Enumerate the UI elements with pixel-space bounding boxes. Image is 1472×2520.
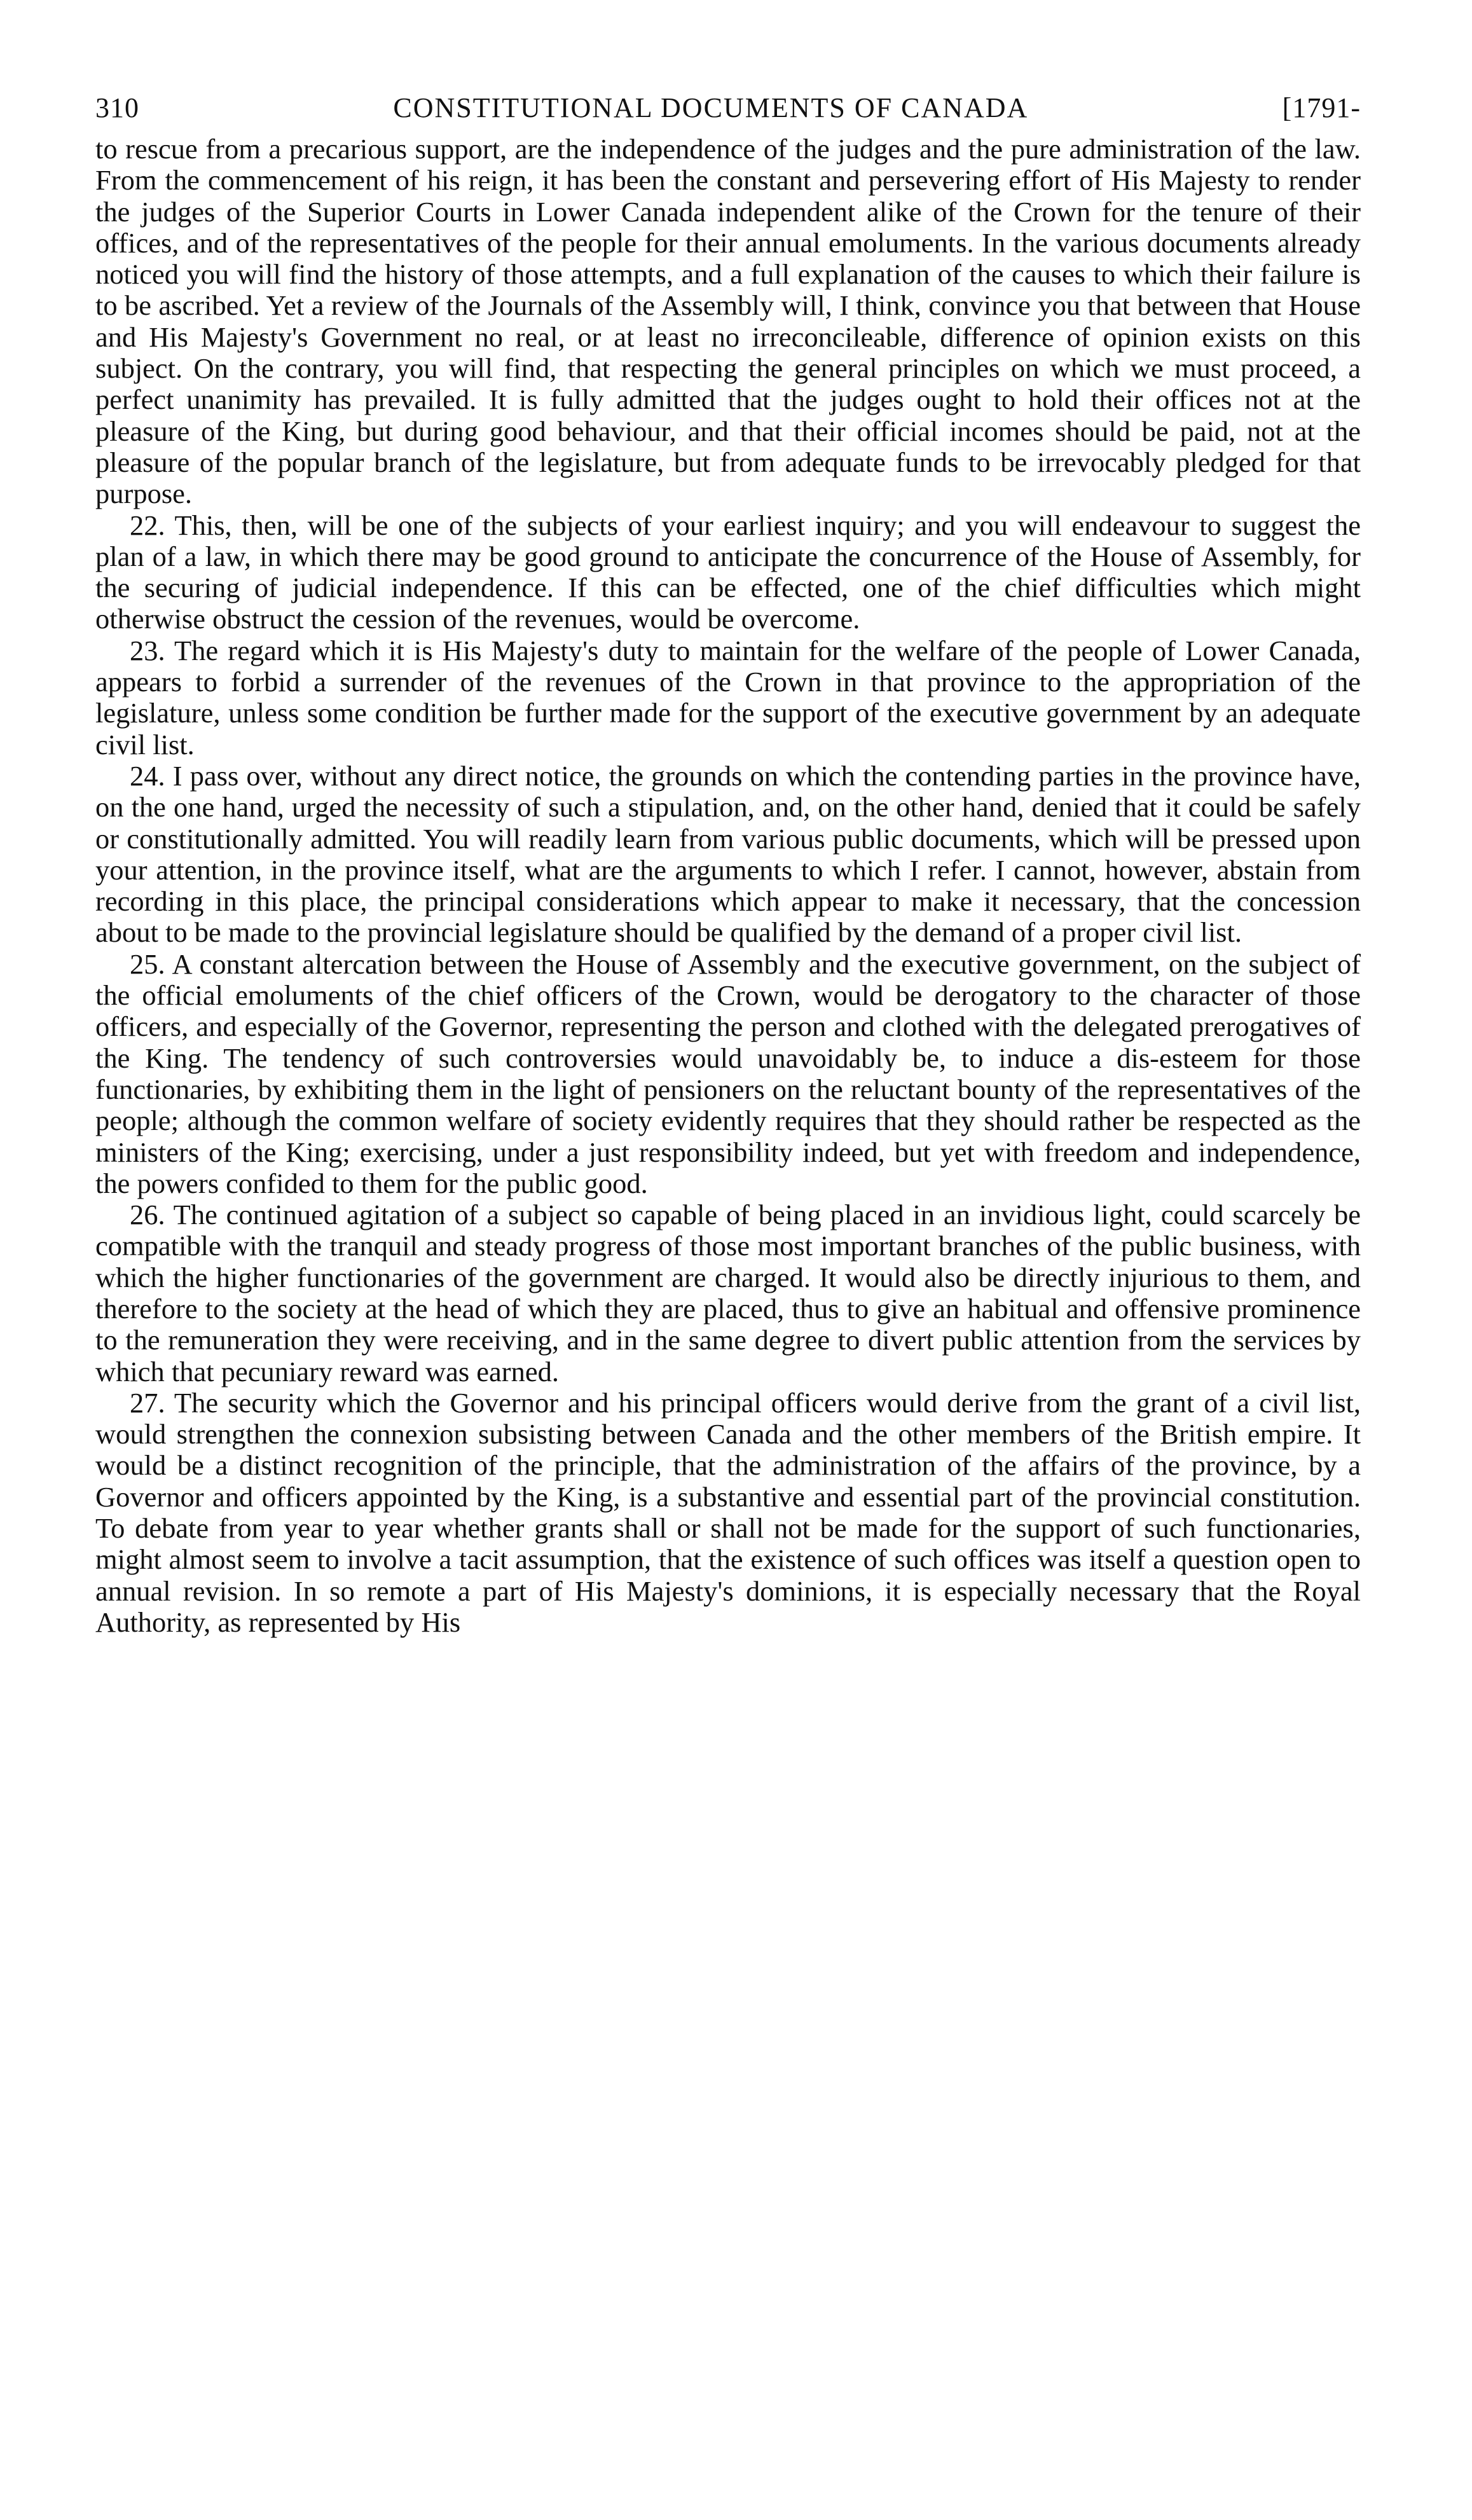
page-number: 310 xyxy=(95,92,139,123)
document-page xyxy=(95,89,1361,1638)
running-title: CONSTITUTIONAL DOCUMENTS OF CANADA xyxy=(393,92,1029,123)
paragraph-26: 26. The continued agitation of a subject so capable of being placed in an invidious light, could scarcely be compatible with the tranquil and steady progress of those most important branches of the public business, with which the higher functionaries of the government are charged. It would also be directly injurious to them, and therefore to the society at the head of which they are placed, thus to give an habitual and offensive prominence to the remuneration they were receiving, and in the same degree to divert public attention from the services by which that pecuniary reward was earned. xyxy=(95,1199,1361,1387)
paragraph-25: 25. A constant altercation between the House of Assembly and the executive government, on the subject of the official emoluments of the chief officers of the Crown, would be derogatory to the character of those officers, and especially of the Governor, representing the person and clothed with the delegated prerogatives of the King. The tendency of such controversies would unavoidably be, to induce a dis-esteem for those functionaries, by exhibiting them in the light of pensioners on the reluctant bounty of the representatives of the people; although the common welfare of society evidently requires that they should rather be respected as the ministers of the King; exercising, under a just responsibility indeed, but yet with freedom and independence, the powers confided to them for the public good. xyxy=(95,947,1361,1199)
paragraph-22: 22. This, then, will be one of the subjects of your earliest inquiry; and you will endeavour to suggest the plan of a law, in which there may be good ground to anticipate the concurrence of the House of Assembly, for the securing of judicial independence. If this can be effected, one of the chief difficulties which might otherwise obstruct the cession of the revenues, would be overcome. xyxy=(95,509,1361,635)
year-range: [1791- xyxy=(1282,92,1361,123)
paragraph-23: 23. The regard which it is His Majesty's duty to maintain for the welfare of the people of Lower Canada, appears to forbid a surrender of the revenues of the Crown in that province to the appropriation of the legislature, unless some condition be further made for the support of the executive government by an adequate civil list. xyxy=(95,634,1361,761)
paragraph-continued: to rescue from a precarious support, are the independence of the judges and the pure administration of the law. From the commencement of his reign, it has been the constant and persevering effort of His Majesty to render the judges of the Superior Courts in Lower Canada independent alike of the Crown for the tenure of their offices, and of the representatives of the people for their annual emoluments. In the various documents already noticed you will find the history of those attempts, and a full explanation of the causes to which their failure is to be ascribed. Yet a review of the Journals of the Assembly will, I think, convince you that between that House and His Majesty's Government no real, or at least no irreconcileable, difference of opinion exists on this subject. On the contrary, you will find, that respecting the general principles on which we must proceed, a perfect unanimity has prevailed. It is fully admitted that the judges ought to hold their offices not at the pleasure of the King, but during good behaviour, and that their official incomes should be paid, not at the pleasure of the popular branch of the legislature, but from adequate funds to be irrevocably pledged for that purpose. xyxy=(95,133,1361,510)
running-header xyxy=(95,89,1361,134)
paragraph-24: 24. I pass over, without any direct notice, the grounds on which the contending parties in the province have, on the one hand, urged the necessity of such a stipulation, and, on the other hand, denied that it could be safely or constitutionally admitted. You will readily learn from various public documents, which will be pressed upon your attention, in the province itself, what are the arguments to which I refer. I cannot, however, abstain from recording in this place, the principal considerations which appear to make it necessary, that the concession about to be made to the provincial legislature should be qualified by the demand of a proper civil list. xyxy=(95,759,1361,949)
paragraph-27: 27. The security which the Governor and his principal officers would derive from the grant of a civil list, would strengthen the connexion subsisting between Canada and the other members of the British empire. It would be a distinct recognition of the principle, that the administration of the affairs of the province, by a Governor and officers appointed by the King, is a substantive and essential part of the provincial constitution. To debate from year to year whether grants shall or shall not be made for the support of such functionaries, might almost seem to involve a tacit assumption, that the existence of such offices was itself a question open to annual revision. In so remote a part of His Majesty's dominions, it is especially necessary that the Royal Authority, as represented by His xyxy=(95,1386,1361,1638)
body-text xyxy=(95,134,1361,1638)
